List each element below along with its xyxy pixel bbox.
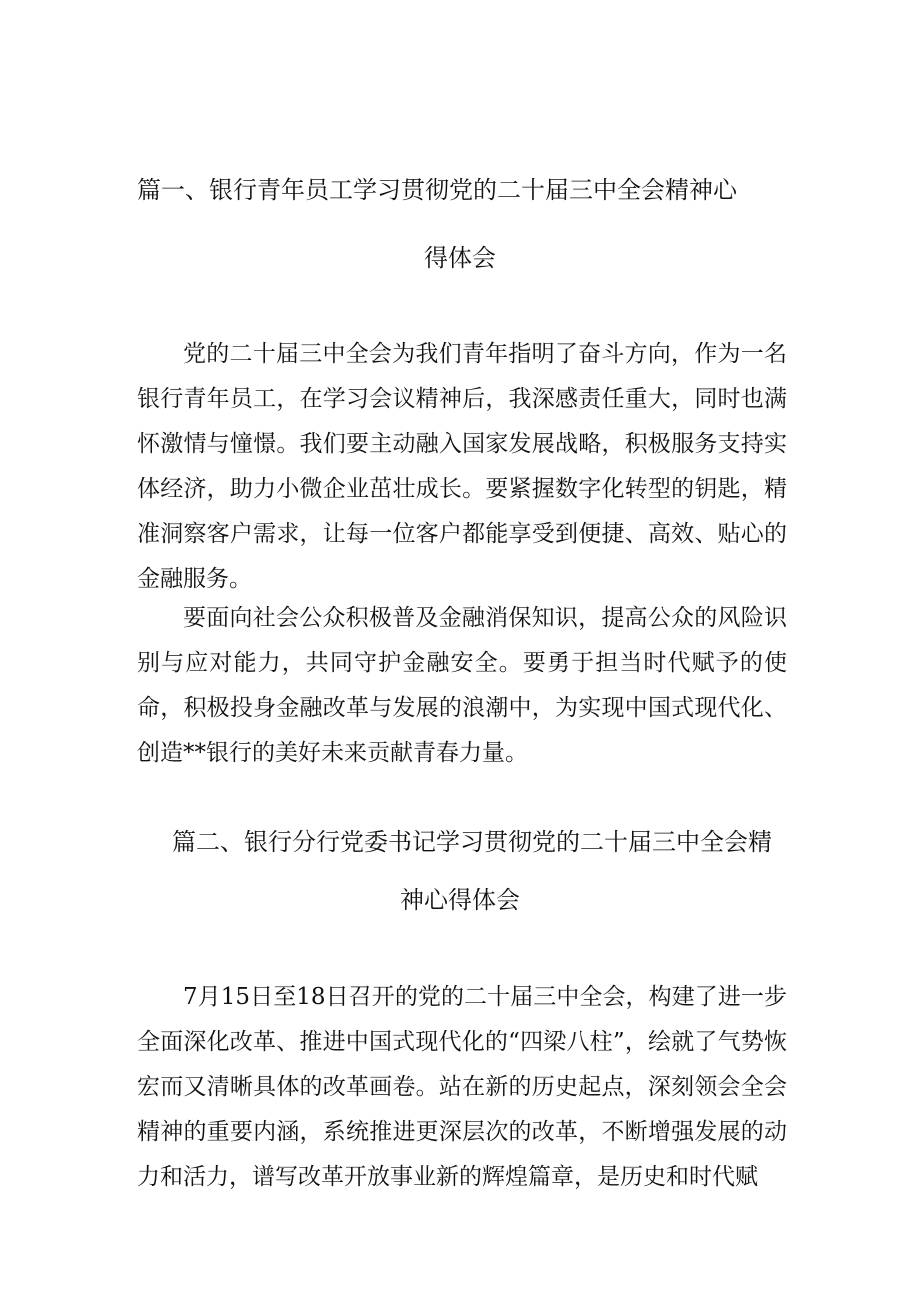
article-1-title-line-2: 得体会 — [424, 244, 496, 272]
article-2-paragraph-1: 7月15日至18日召开的党的二十届三中全会，构建了进一步全面深化改革、推进中国式现代化的“四梁八柱”，绘就了气势恢宏而又清晰具体的改革画卷。站在新的历史起点，深刻领会全会精神的重要内涵，系统推进更深层次的改革，不断增强发展的动力和活力，谱写改革开放事业新的辉煌篇章，是历史和时代赋 — [137, 984, 787, 1190]
article-2-title-line-1: 篇二、银行分行党委书记学习贯彻党的二十届三中全会精 — [172, 828, 772, 856]
article-2-title-line-2: 神心得体会 — [400, 886, 520, 914]
article-1-paragraph-2: 要面向社会公众积极普及金融消保知识，提高公众的风险识别与应对能力，共同守护金融安全。要勇于担当时代赋予的使命，积极投身金融改革与发展的浪潮中，为实现中国式现代化、创造**银行的美好未来贡献青春力量。 — [137, 605, 787, 766]
article-1-title-line-1: 篇一、银行青年员工学习贯彻党的二十届三中全会精神心 — [137, 176, 737, 204]
article-1-paragraph-1: 党的二十届三中全会为我们青年指明了奋斗方向，作为一名银行青年员工，在学习会议精神后，我深感责任重大，同时也满怀激情与憧憬。我们要主动融入国家发展战略，积极服务支持实体经济，助力小微企业茁壮成长。要紧握数字化转型的钥匙，精准洞察客户需求，让每一位客户都能享受到便捷、高效、贴心的金融服务。 — [137, 341, 787, 592]
